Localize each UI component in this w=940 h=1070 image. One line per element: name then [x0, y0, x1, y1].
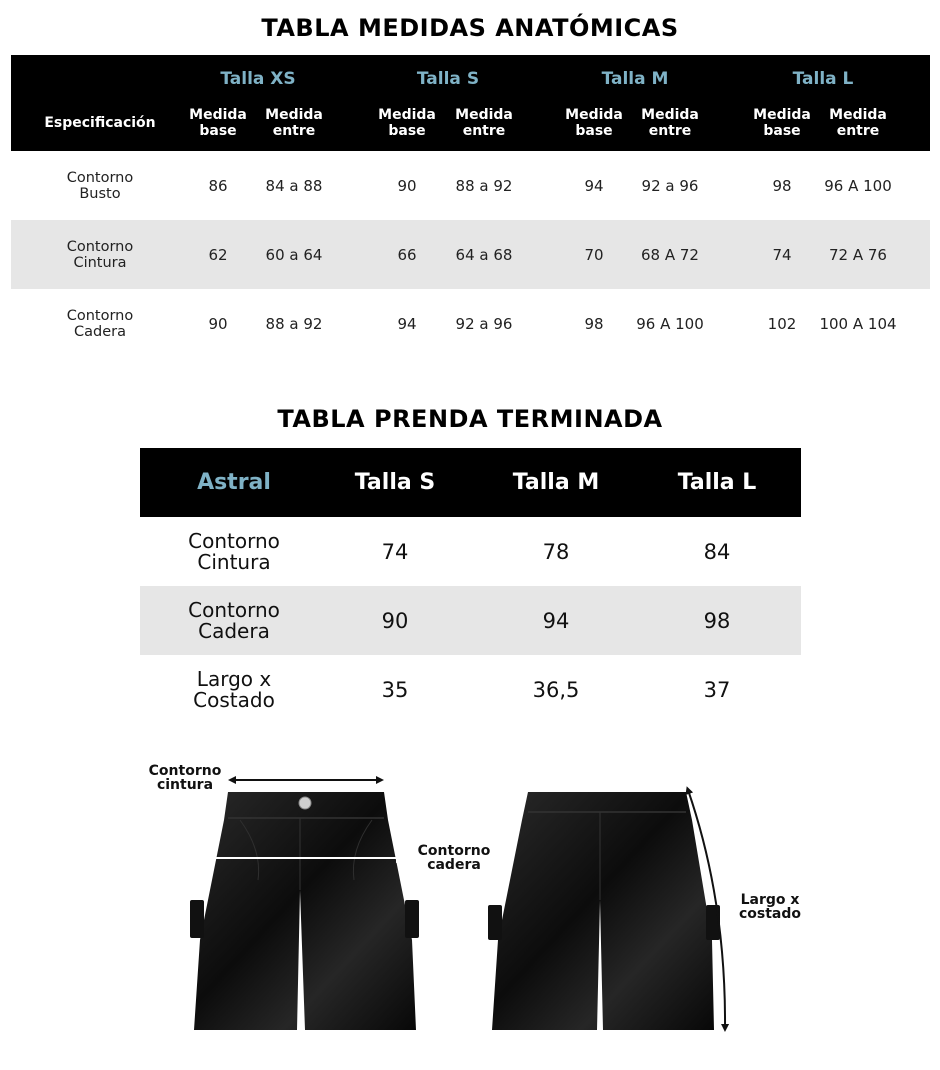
table2-header — [140, 448, 801, 517]
table-cell: 72 A 76 — [829, 245, 887, 264]
table-cell: 70 — [584, 245, 604, 264]
table2-title: TABLA PRENDA TERMINADA — [277, 405, 663, 433]
table-cell: 74 — [381, 539, 409, 564]
size-header-m: Talla M — [512, 470, 600, 495]
size-header-l: Talla L — [677, 470, 757, 495]
range-header: Medida entre — [829, 107, 887, 139]
anatomical-measurements-table — [11, 55, 930, 358]
table-cell: 92 a 96 — [641, 176, 699, 195]
range-header: Medida entre — [455, 107, 513, 139]
row-label: Largo x Costado — [193, 666, 275, 712]
table-cell: 96 A 100 — [824, 176, 892, 195]
table-cell: 92 a 96 — [455, 314, 513, 333]
size-header-s: Talla S — [354, 470, 436, 495]
row-label: Contorno Cintura — [66, 238, 134, 271]
brand-label: Astral — [197, 470, 271, 495]
waist-annotation: Contorno cintura — [148, 763, 222, 793]
table-cell: 102 — [767, 314, 797, 333]
finished-garment-table — [140, 448, 801, 724]
base-header: Medida base — [378, 107, 436, 139]
table-cell: 60 a 64 — [265, 245, 323, 264]
size-header-s: Talla S — [416, 69, 480, 89]
range-header: Medida entre — [641, 107, 699, 139]
table-cell: 74 — [772, 245, 792, 264]
back-shorts — [488, 792, 720, 1030]
table-cell: 90 — [397, 176, 417, 195]
table-cell: 68 A 72 — [641, 245, 699, 264]
table-cell: 35 — [381, 677, 409, 702]
table-cell: 100 A 104 — [819, 314, 897, 333]
row-label: Contorno Cadera — [188, 597, 280, 643]
table-cell: 96 A 100 — [636, 314, 704, 333]
table-row — [11, 289, 930, 358]
spec-header: Especificación — [44, 115, 156, 131]
table-cell: 64 a 68 — [455, 245, 513, 264]
base-header: Medida base — [189, 107, 247, 139]
length-annotation: Largo x costado — [738, 892, 802, 922]
table-cell: 94 — [542, 608, 570, 633]
table-cell: 88 a 92 — [455, 176, 513, 195]
row-label: Contorno Cintura — [188, 528, 280, 574]
front-shorts — [190, 792, 419, 1030]
table-cell: 62 — [208, 245, 228, 264]
table-cell: 94 — [397, 314, 417, 333]
table-row — [140, 655, 801, 724]
garment-illustration — [0, 740, 940, 1060]
table-cell: 90 — [208, 314, 228, 333]
table-cell: 98 — [772, 176, 792, 195]
table1-header — [11, 55, 930, 151]
table-cell: 37 — [703, 677, 731, 702]
table-cell: 90 — [381, 608, 409, 633]
table-cell: 86 — [208, 176, 228, 195]
table-cell: 98 — [584, 314, 604, 333]
range-header: Medida entre — [265, 107, 323, 139]
table1-title: TABLA MEDIDAS ANATÓMICAS — [261, 14, 679, 42]
table-row — [140, 517, 801, 586]
hip-annotation: Contorno cadera — [417, 843, 491, 873]
table-cell: 66 — [397, 245, 417, 264]
base-header: Medida base — [565, 107, 623, 139]
size-header-xs: Talla XS — [220, 69, 296, 89]
table-cell: 78 — [542, 539, 570, 564]
size-header-l: Talla L — [792, 69, 854, 89]
row-label: Contorno Cadera — [66, 307, 134, 340]
table-cell: 84 a 88 — [265, 176, 323, 195]
table-cell: 98 — [703, 608, 731, 633]
size-header-m: Talla M — [601, 69, 669, 89]
table-cell: 36,5 — [532, 677, 580, 702]
table-cell: 84 — [703, 539, 731, 564]
table-row — [11, 220, 930, 289]
table-cell: 94 — [584, 176, 604, 195]
row-label: Contorno Busto — [66, 169, 134, 202]
table-cell: 88 a 92 — [265, 314, 323, 333]
base-header: Medida base — [753, 107, 811, 139]
table-row — [140, 586, 801, 655]
table-row — [11, 151, 930, 220]
